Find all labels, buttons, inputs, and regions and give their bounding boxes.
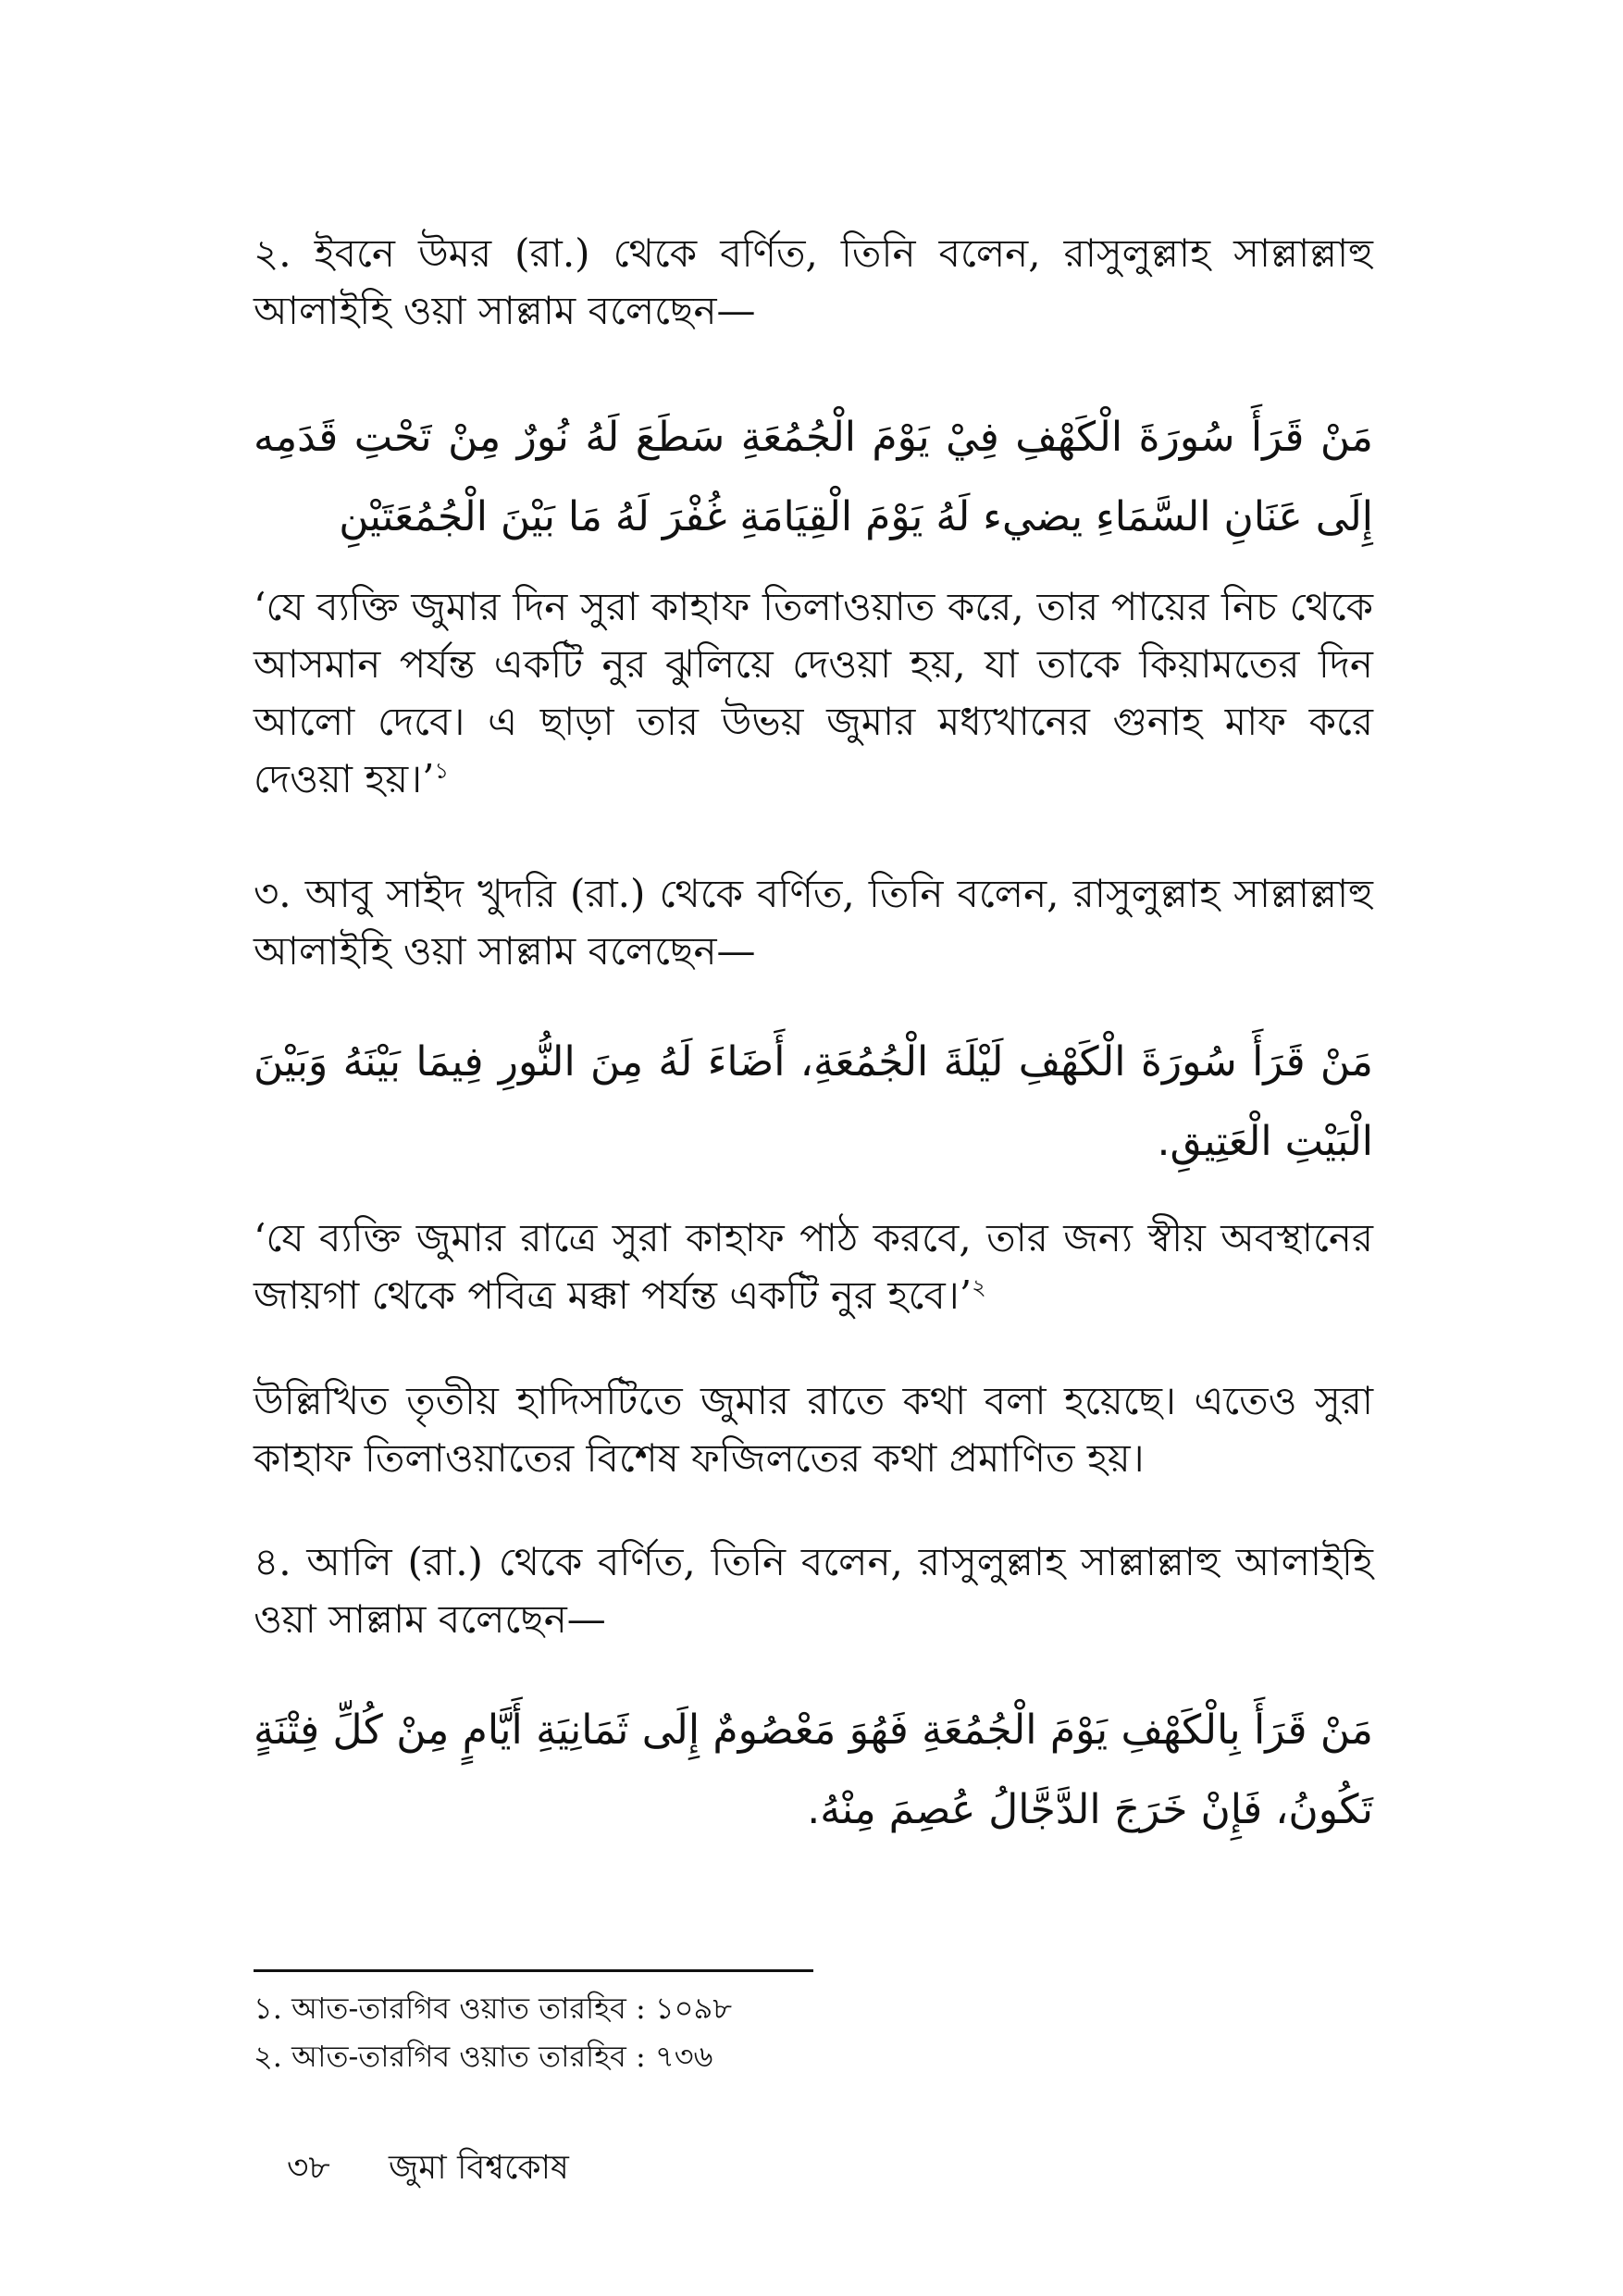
hadith-2-translation-text: ‘যে ব্যক্তি জুমার দিন সুরা কাহাফ তিলাওয়াত করে, তার পায়ের নিচ থেকে আসমান পর্যন্ত একটি নুর ঝুলিয়ে দেওয়া হয়, যা তাকে কিয়ামতের দিন আলো দেবে। এ ছাড়া তার উভয় জুমার মধ্যখানের গুনাহ মাফ করে দেওয়া হয়।’ <box>254 584 1373 801</box>
commentary-paragraph: উল্লিখিত তৃতীয় হাদিসটিতে জুমার রাতে কথা বলা হয়েছে। এতেও সুরা কাহাফ তিলাওয়াতের বিশেষ ফজিলতের কথা প্রমাণিত হয়। <box>254 1378 1373 1481</box>
footnote-ref-1: ১ <box>434 758 450 784</box>
footnote-1: ১. আত-তারগিব ওয়াত তারহিব : ১০৯৮ <box>254 1991 733 2026</box>
hadith-3-arabic: مَنْ قَرَأَ سُورَةَ الْكَهْفِ لَيْلَةَ الْجُمُعَةِ، أَضَاءَ لَهُ مِنَ النُّورِ فِيمَا بَيْنَهُ وَبَيْنَ الْبَيْتِ الْعَتِيقِ. <box>254 1038 1373 1165</box>
hadith-4-intro: ৪. আলি (রা.) থেকে বর্ণিত, তিনি বলেন, রাসুলুল্লাহ সাল্লাল্লাহু আলাইহি ওয়া সাল্লাম বলেছেন— <box>254 1539 1373 1642</box>
hadith-3-translation-text: ‘যে ব্যক্তি জুমার রাত্রে সুরা কাহাফ পাঠ করবে, তার জন্য স্বীয় অবস্থানের জায়গা থেকে পবিত্র মক্কা পর্যন্ত একটি নুর হবে।’ <box>254 1215 1373 1318</box>
page-footer <box>287 2145 569 2191</box>
hadith-3-translation <box>254 1210 1373 1324</box>
running-title: জুমা বিশ্বকোষ <box>389 2149 569 2187</box>
hadith-2-intro: ২. ইবনে উমর (রা.) থেকে বর্ণিত, তিনি বলেন, রাসুলুল্লাহ সাল্লাল্লাহু আলাইহি ওয়া সাল্লাম বলেছেন— <box>254 230 1373 333</box>
hadith-2-arabic: مَنْ قَرَأَ سُورَةَ الْكَهْفِ فِيْ يَوْمَ الْجُمُعَةِ سَطَعَ لَهُ نُورٌ مِنْ تَحْتِ قَدَمِه إِلَى عَنَانِ السَّمَاءِ يضيء لَهُ يَوْمَ الْقِيَامَةِ غُفْرَ لَهُ مَا بَيْنَ الْجُمُعَتَيْنِ <box>254 414 1373 540</box>
footnote-ref-2: ২ <box>972 1274 986 1300</box>
hadith-4-arabic: مَنْ قَرَأَ بِالْكَهْفِ يَوْمَ الْجُمُعَةِ فَهُوَ مَعْصُومٌ إِلَى ثَمَانِيَةِ أَيَّامٍ مِنْ كُلِّ فِتْنَةٍ تَكُونُ، فَإِنْ خَرَجَ الدَّجَّالُ عُصِمَ مِنْهُ. <box>254 1706 1373 1833</box>
footnote-2: ২. আত-তারগিব ওয়াত তারহিব : ৭৩৬ <box>254 2039 713 2074</box>
footnote-divider <box>254 1969 813 1972</box>
hadith-2-translation <box>254 578 1373 808</box>
page-number: ৩৮ <box>287 2149 330 2187</box>
hadith-3-intro: ৩. আবু সাইদ খুদরি (রা.) থেকে বর্ণিত, তিনি বলেন, রাসুলুল্লাহ সাল্লাল্লাহু আলাইহি ওয়া সাল্লাম বলেছেন— <box>254 871 1373 974</box>
